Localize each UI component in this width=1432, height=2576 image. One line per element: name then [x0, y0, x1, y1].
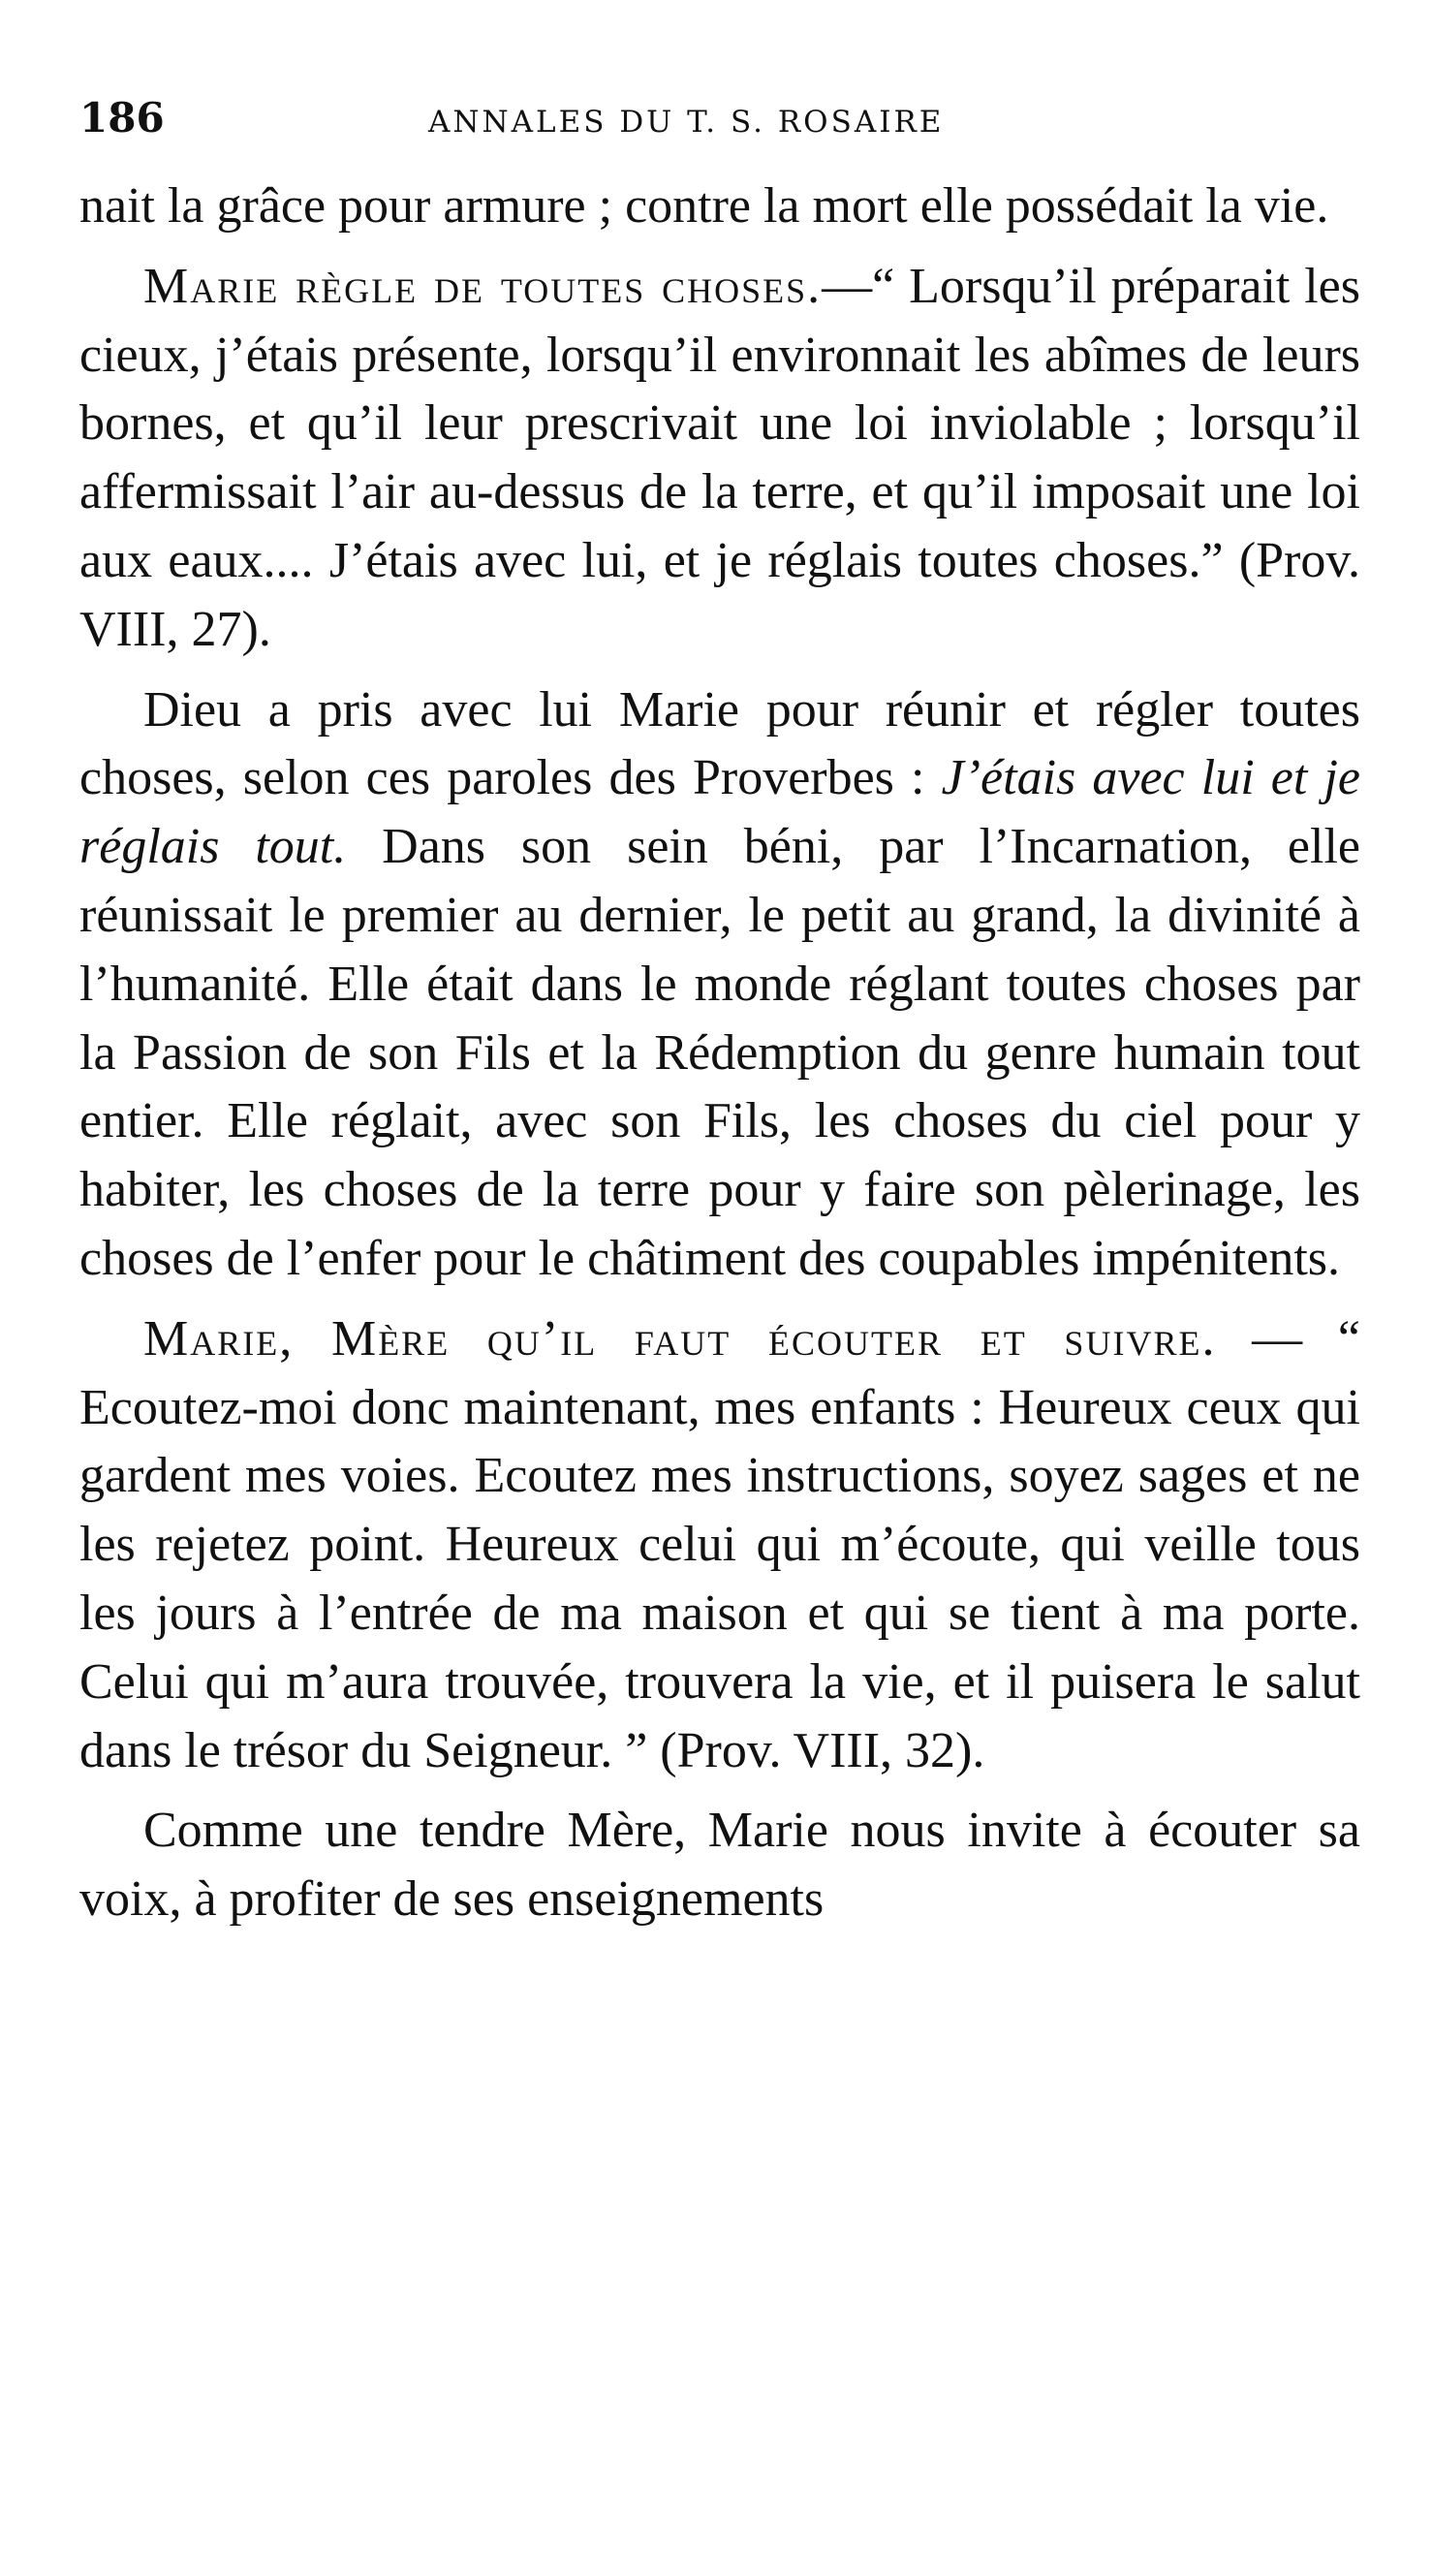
- body-text: [79, 173, 1360, 1934]
- running-title: ANNALES DU T. S. ROSAIRE: [428, 105, 945, 140]
- paragraph-5: [79, 1797, 1360, 1934]
- paragraph-3-quote: J’étais avec lui et je réglais tout.: [79, 750, 1360, 875]
- section-heading-marie-mere: Marie, Mère qu’il faut écouter et suivre.: [143, 1310, 1217, 1367]
- paragraph-4: [79, 1305, 1360, 1786]
- paragraph-2-text: —“ Lorsqu’il préparait les cieux, j’étais présente, lorsqu’il environnait les abîmes de leurs bornes, et qu’il leur prescrivait une loi inviolable ; lorsqu’il affermissait l’air au-dessus de la terre, et qu’il imposait une loi aux eaux.... J’étais avec lui, et je réglais toutes choses.” (Prov. VIII, 27).: [79, 258, 1361, 657]
- paragraph-3-text-before: Dieu a pris avec lui Marie pour réunir et régler toutes choses, selon ces paroles des Proverbes :: [79, 681, 1360, 806]
- paragraph-1: [79, 173, 1360, 241]
- paragraph-4-text: — “ Ecoutez-moi donc maintenant, mes enfants : Heureux ceux qui gardent mes voies. Ecoutez mes instructions, soyez sages et ne les rejetez point. Heureux celui qui m’écoute, qui veille tous les jours à l’entrée de ma maison et qui se tient à ma porte. Celui qui m’aura trouvée, trouvera la vie, et il puisera le salut dans le trésor du Seigneur. ” (Prov. VIII, 32).: [79, 1310, 1360, 1778]
- paragraph-3: [79, 676, 1360, 1294]
- paragraph-1-text: nait la grâce pour armure ; contre la mort elle possédait la vie.: [79, 178, 1329, 234]
- page-number: 186: [79, 94, 165, 141]
- page-header: [79, 89, 1358, 147]
- paragraph-5-text: Comme une tendre Mère, Marie nous invite à écouter sa voix, à profiter de ses enseignements: [79, 1803, 1360, 1928]
- section-heading-marie-regle: Marie règle de toutes choses.: [143, 258, 823, 314]
- paragraph-3-text-after: Dans son sein béni, par l’Incarnation, elle réunissait le premier au dernier, le petit au grand, la divinité à l’humanité. Elle était dans le monde réglant toutes choses par la Passion de son Fils et la Rédemption du genre humain tout entier. Elle réglait, avec son Fils, les choses du ciel pour y habiter, les choses de la terre pour y faire son pèlerinage, les choses de l’enfer pour le châtiment des coupables impénitents.: [79, 819, 1360, 1286]
- paragraph-2: [79, 253, 1360, 665]
